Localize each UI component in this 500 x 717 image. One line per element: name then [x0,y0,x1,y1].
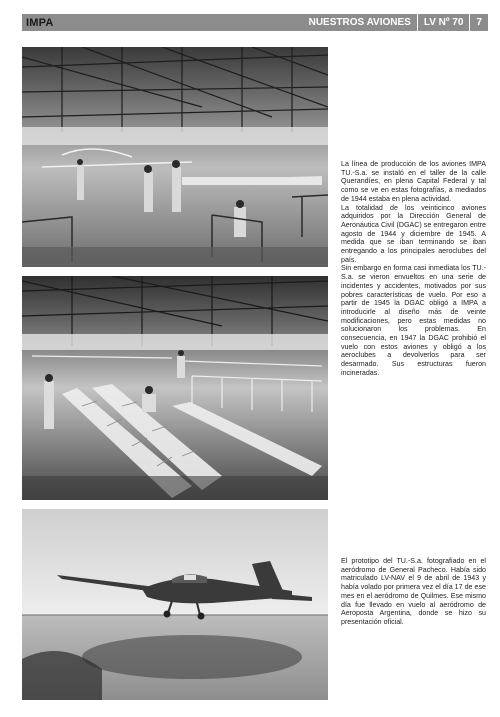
page-number: 7 [469,14,488,31]
caption-top [341,160,486,378]
section-label: NUESTROS AVIONES [308,17,411,28]
caption-paragraph: Sin embargo en forma casi inmediata los TU.-S.a. se vieron envueltos en una serie de incidentes y accidentes, motivados por sus pobres características de vuelo. Por eso a partir de 1945 la DGAC obligó a IMPA a introducirle al diseño más de veinte modificaciones, pero estas medidas no solucionaron los problemas. En consecuencia, en 1947 la DGAC prohibió el vuelo con estos aviones y obligó a los aeroclubes a devolverlos para ser desarmado. Sus estructuras fueron incineradas. [341,264,486,377]
brand-label: IMPA [26,16,54,29]
caption-paragraph: El prototipo del TU.-S.a. fotografiado en el aeródromo de General Pacheco. Había sido matriculado LV-NAV el 9 de abril de 1943 y había volado por primera vez el día 17 de ese mes en el aeródromo de Quilmes. Ese mismo día fue llevado en vuelo al aeródromo de Aeroposta Argentina, donde se hizo su presentación oficial. [341,557,486,626]
caption-bottom [341,557,486,627]
factory-photo-2 [22,276,328,500]
page-header [22,14,488,31]
issue-label: LV Nº 70 [417,14,470,31]
caption-paragraph: La totalidad de los veinticinco aviones adquiridos por la Dirección General de Aeronáutica Civil (DGAC) se entregaron entre agosto de 1944 y diciembre de 1945. A medida que se iban terminando se iban entregando a los principales aeroclubes del país. [341,203,486,264]
prototype-aircraft-photo [22,509,328,700]
caption-paragraph: La línea de producción de los aviones IMPA TU.-S.a. se instaló en el taller de la calle Querandíes, en plena Capital Federal y tal como se ve en estas fotografías, a mediados de 1944 estaba en plena actividad. [341,160,486,203]
factory-photo-1 [22,47,328,267]
